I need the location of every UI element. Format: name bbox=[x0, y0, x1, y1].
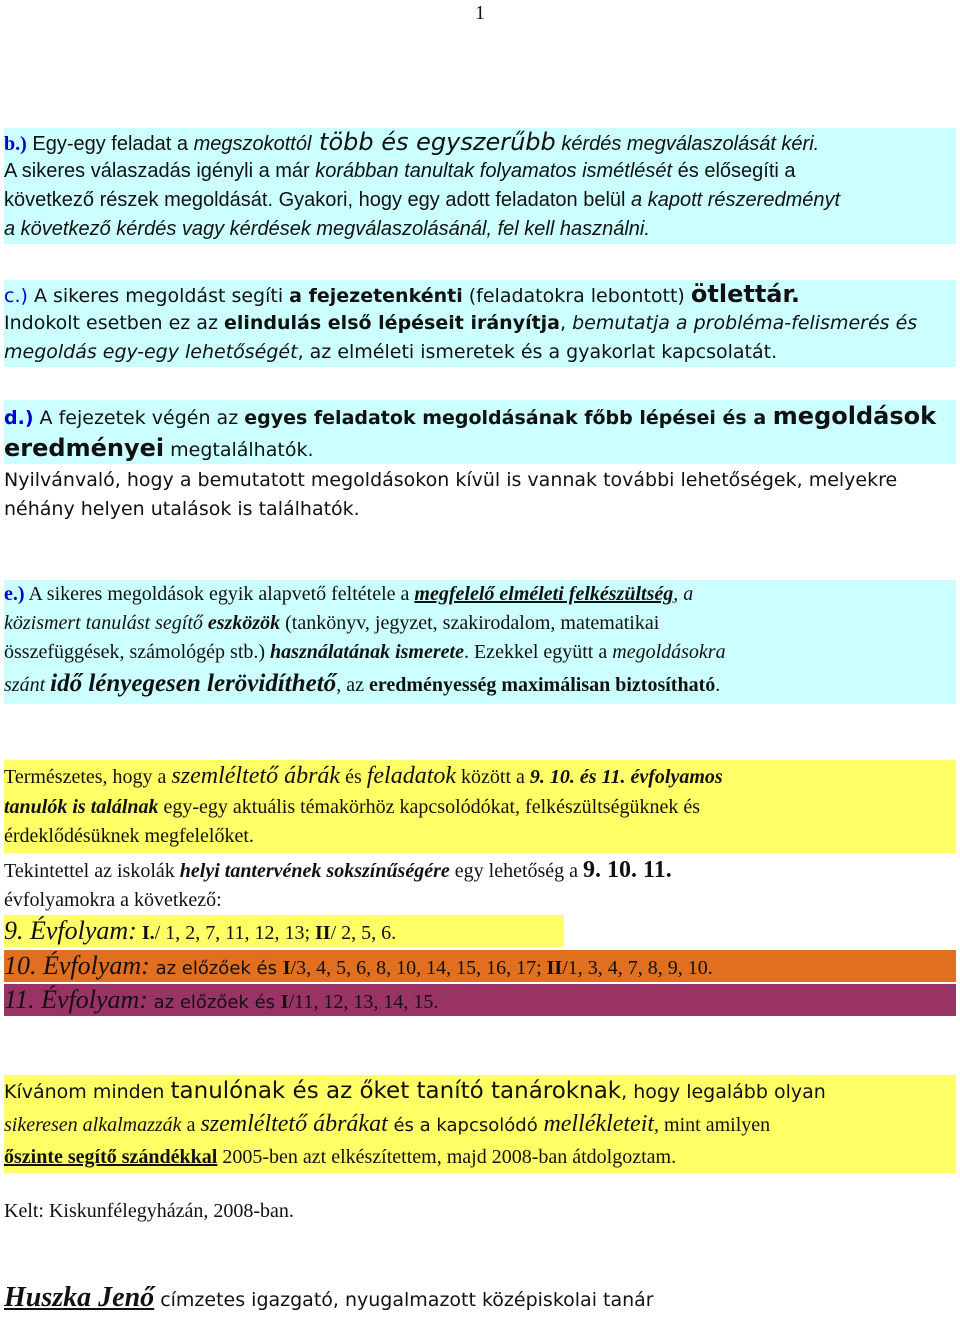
section-b-text: A sikeres válaszadás igényli a már bbox=[4, 160, 316, 182]
section-d-emphasis: megoldások bbox=[772, 402, 937, 430]
grade-title: 11. Évfolyam: bbox=[4, 985, 148, 1014]
wish-text: őszinte segítő szándékkal bbox=[4, 1146, 218, 1168]
section-d bbox=[4, 400, 956, 464]
section-d-text: Nyilvánvaló, hogy a bemutatott megoldásokon kívül is vannak további lehetőségek, melyekre bbox=[4, 469, 898, 491]
date-line: Kelt: Kiskunfélegyházán, 2008-ban. bbox=[4, 1200, 294, 1222]
section-d-text: egyes feladatok megoldásának főbb lépései és a bbox=[244, 407, 773, 429]
curriculum-text: évfolyamokra a következő: bbox=[4, 889, 222, 911]
grade-prefix: az előzőek és bbox=[149, 958, 283, 979]
grade-9-row bbox=[4, 915, 564, 947]
natural-text: egy-egy aktuális témakörhöz kapcsolódókat, felkészültségüknek és bbox=[158, 796, 700, 818]
section-e-text: . bbox=[715, 674, 721, 696]
section-b-text: korábban tanultak folyamatos ismétlését bbox=[315, 160, 673, 182]
section-e-text: . Ezekkel együtt a bbox=[463, 641, 613, 663]
wish-emphasis: mellékleteit bbox=[543, 1111, 655, 1137]
wish-text: és a kapcsolódó bbox=[387, 1115, 544, 1136]
grade-part: I bbox=[282, 957, 291, 979]
section-c-text: elindulás első lépéseit irányítja bbox=[223, 312, 561, 334]
section-d-emphasis: eredményei bbox=[4, 434, 165, 462]
section-c-text: Indokolt esetben ez az bbox=[4, 312, 224, 334]
section-d-label: d.) bbox=[4, 407, 34, 429]
natural-text: között a bbox=[456, 766, 530, 788]
wish-text: sikeresen alkalmazzák bbox=[4, 1114, 182, 1136]
section-e-text: A sikeres megoldások egyik alapvető feltétele a bbox=[24, 583, 415, 605]
section-c-text: megoldás egy-egy lehetőségét bbox=[4, 341, 298, 363]
grade-items: /11, 12, 13, 14, 15. bbox=[288, 991, 439, 1013]
grade-prefix: az előzőek és bbox=[147, 992, 281, 1013]
section-e bbox=[4, 580, 956, 704]
grade-items: /3, 4, 5, 6, 8, 10, 14, 15, 16, 17; bbox=[290, 957, 547, 979]
section-e-text: , a bbox=[673, 583, 694, 605]
natural-text: tanulók is találnak bbox=[4, 796, 159, 818]
signature-name: Huszka Jenő bbox=[4, 1282, 155, 1313]
grade-items: / 1, 2, 7, 11, 12, 13; bbox=[154, 922, 316, 944]
section-e-label: e.) bbox=[4, 583, 25, 605]
section-d-text: néhány helyen utalások is találhatók. bbox=[4, 498, 360, 520]
grade-10-row bbox=[4, 950, 956, 982]
section-b-label: b.) bbox=[4, 133, 27, 155]
section-e-text: megfelelő elméleti felkészültség bbox=[414, 583, 674, 605]
curriculum-text: egy lehetőség a bbox=[449, 860, 584, 882]
section-b bbox=[4, 128, 956, 244]
wish-text: , hogy legalább olyan bbox=[621, 1081, 826, 1103]
section-c bbox=[4, 280, 956, 367]
signature bbox=[4, 1282, 654, 1314]
section-b-text: megszokottól bbox=[193, 133, 312, 155]
grade-part: I. bbox=[136, 922, 155, 944]
curriculum-text: 9. 10. 11. bbox=[583, 857, 672, 883]
wish-text: a bbox=[181, 1114, 201, 1136]
grade-part: II bbox=[546, 957, 563, 979]
grade-title: 10. Évfolyam: bbox=[4, 951, 150, 980]
section-b-text: és elősegíti a bbox=[672, 160, 796, 182]
signature-title: címzetes igazgató, nyugalmazott középiskolai tanár bbox=[154, 1289, 654, 1311]
section-d-text: megtalálhatók. bbox=[164, 439, 314, 461]
section-e-text: megoldásokra bbox=[612, 641, 726, 663]
section-c-text: bemutatja a probléma-felismerés és bbox=[572, 312, 918, 334]
wish-text: 2005-ben azt elkészítettem, majd 2008-ban átdolgoztam. bbox=[217, 1146, 677, 1168]
section-b-text: következő részek megoldását. Gyakori, hogy egy adott feladaton belül bbox=[4, 189, 632, 211]
section-c-text: , az elméleti ismeretek és a gyakorlat kapcsolatát. bbox=[297, 341, 778, 363]
section-c-text: (feladatokra lebontott) bbox=[462, 285, 691, 307]
section-e-text: összefüggések, számológép stb.) bbox=[4, 641, 271, 663]
section-c-emphasis: ötlettár. bbox=[690, 280, 801, 308]
section-e-text: szánt bbox=[4, 674, 51, 696]
section-d-text: A fejezetek végén az bbox=[33, 407, 245, 429]
section-c-label: c.) bbox=[4, 285, 28, 307]
curriculum-text: helyi tantervének sokszínűségére bbox=[179, 860, 450, 882]
section-e-text: (tankönyv, jegyzet, szakirodalom, matematikai bbox=[280, 612, 660, 634]
curriculum-paragraph bbox=[4, 855, 956, 915]
section-b-text: a következő kérdés vagy kérdések megválaszolásánál, fel kell használni. bbox=[4, 218, 650, 240]
grade-title: 9. Évfolyam: bbox=[4, 916, 137, 945]
grade-11-row bbox=[4, 984, 956, 1016]
section-e-text: használatának ismerete bbox=[270, 641, 464, 663]
wish-text: , mint amilyen bbox=[654, 1114, 771, 1136]
section-b-text: a kapott részeredményt bbox=[631, 189, 841, 211]
natural-emphasis: szemléltető ábrák bbox=[171, 763, 341, 789]
natural-text: Természetes, hogy a bbox=[4, 766, 172, 788]
section-e-text: közismert tanulást segítő bbox=[4, 612, 208, 634]
grade-part: I bbox=[280, 991, 289, 1013]
grade-items: /1, 3, 4, 7, 8, 9, 10. bbox=[562, 957, 713, 979]
section-e-text: , az bbox=[336, 674, 369, 696]
natural-text: és bbox=[340, 766, 367, 788]
section-c-text: A sikeres megoldást segíti bbox=[27, 285, 290, 307]
natural-text: érdeklődésüknek megfelelőket. bbox=[4, 825, 254, 847]
curriculum-text: Tekintettel az iskolák bbox=[4, 860, 180, 882]
section-d-note bbox=[4, 466, 956, 524]
section-b-text: Egy-egy feladat a bbox=[26, 133, 194, 155]
section-c-text: , bbox=[560, 312, 573, 334]
page-number: 1 bbox=[475, 2, 485, 24]
wish-paragraph bbox=[4, 1075, 956, 1173]
section-b-emphasis: több és egyszerűbb bbox=[311, 128, 556, 156]
grade-items: / 2, 5, 6. bbox=[330, 922, 397, 944]
wish-emphasis: tanulónak és az őket tanító tanároknak bbox=[170, 1078, 622, 1104]
natural-paragraph bbox=[4, 760, 956, 853]
section-b-text: kérdés megválaszolását kéri. bbox=[555, 133, 820, 155]
section-e-text: eszközök bbox=[207, 612, 281, 634]
grade-part: II bbox=[315, 922, 331, 944]
section-c-text: a fejezetenkénti bbox=[289, 285, 463, 307]
section-e-text: eredményesség maximálisan biztosítható bbox=[368, 674, 716, 696]
section-e-emphasis: idő lényegesen lerövidíthető bbox=[50, 670, 337, 697]
wish-text: Kívánom minden bbox=[4, 1081, 171, 1103]
wish-emphasis: szemléltető ábrákat bbox=[200, 1111, 388, 1137]
natural-emphasis: feladatok bbox=[366, 763, 457, 789]
natural-text: 9. 10. és 11. évfolyamos bbox=[529, 766, 723, 788]
